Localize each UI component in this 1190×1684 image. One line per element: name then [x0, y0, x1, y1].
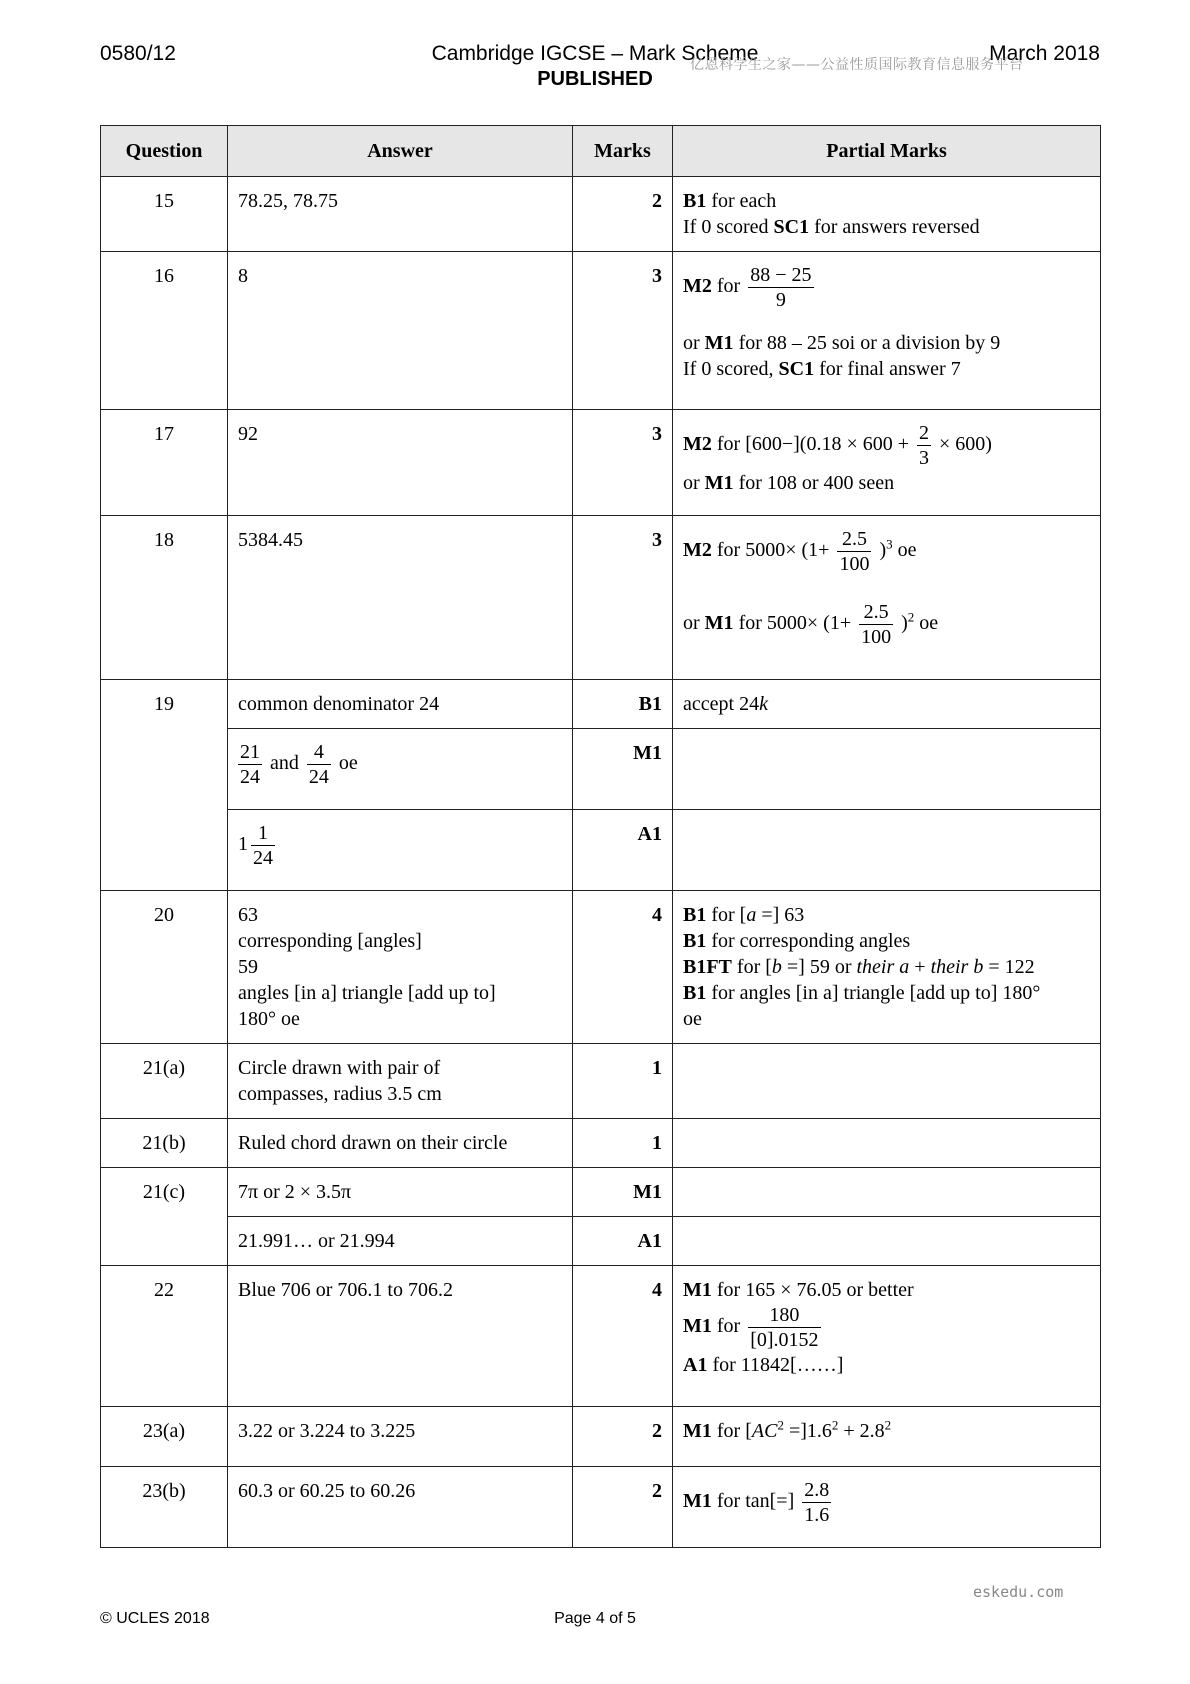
fraction: $\frac{4}{24}$ [308, 741, 329, 788]
answer-cell: 7π or 2 × 3.5π [228, 1168, 573, 1217]
answer-cell: Blue 706 or 706.1 to 706.2 [228, 1266, 573, 1407]
partial-marks-cell: accept 24k [673, 680, 1101, 729]
partial-marks-cell [673, 810, 1101, 891]
fraction: $\frac{2.8}{1.6}$ [804, 1479, 830, 1526]
partial-marks-cell [673, 1044, 1101, 1119]
marks-cell: 1 [573, 1044, 673, 1119]
question-cell: 18 [101, 516, 228, 680]
marks-cell: M1 [573, 1168, 673, 1217]
table-row-q20 [101, 891, 1101, 1044]
answer-cell: 78.25, 78.75 [228, 177, 573, 252]
marks-cell: 3 [573, 252, 673, 410]
question-cell: 21(b) [101, 1119, 228, 1168]
marks-cell: 3 [573, 410, 673, 516]
header-published: PUBLISHED [537, 68, 653, 90]
table-header-row [101, 126, 1101, 177]
partial-marks-cell: B1 for each If 0 scored SC1 for answers reversed [673, 177, 1101, 252]
answer-cell: 60.3 or 60.25 to 60.26 [228, 1467, 573, 1548]
partial-marks-cell: M2 for $\frac{88 - 25}{9}$ or M1 for 88 – 25 soi or a division by 9 If 0 scored, SC1 for final answer 7 [673, 252, 1101, 410]
question-cell: 16 [101, 252, 228, 410]
question-cell: 23(b) [101, 1467, 228, 1548]
partial-marks-cell: M2 for 5000× (1+ $\frac{2.5}{100}$ )$^3$ oe or M1 for 5000× (1+ $\frac{2.5}{100}$ )$^2$ oe [673, 516, 1101, 680]
table-row-q16 [101, 252, 1101, 410]
table-row-q18 [101, 516, 1101, 680]
table-row-q19-b [101, 729, 1101, 810]
partial-marks-cell [673, 1217, 1101, 1266]
marks-cell: 1 [573, 1119, 673, 1168]
footer-copyright: © UCLES 2018 [100, 1610, 210, 1627]
answer-cell: $\frac{21}{24}$ and $\frac{4}{24}$ oe [228, 729, 573, 810]
answer-cell: 8 [228, 252, 573, 410]
partial-marks-cell [673, 729, 1101, 810]
table-row-q17 [101, 410, 1101, 516]
table-row-q23b [101, 1467, 1101, 1548]
answer-cell: Circle drawn with pair of compasses, radius 3.5 cm [228, 1044, 573, 1119]
col-header-answer: Answer [228, 126, 573, 177]
fraction: $\frac{88 - 25}{9}$ [750, 264, 812, 311]
col-header-question: Question [101, 126, 228, 177]
partial-marks-cell [673, 1119, 1101, 1168]
partial-marks-cell: M1 for 165 × 76.05 or better M1 for $\frac{180}{[0].0152}$ A1 for 11842[……] [673, 1266, 1101, 1407]
fraction: $\frac{2.5}{100}$ [861, 601, 892, 648]
question-cell: 21(c) [101, 1168, 228, 1266]
header-title: Cambridge IGCSE – Mark Scheme [431, 42, 759, 65]
partial-marks-cell: M1 for $[AC^2 =]1.6^2 + 2.8^2$ [673, 1407, 1101, 1467]
col-header-marks: Marks [573, 126, 673, 177]
marks-cell: 2 [573, 1467, 673, 1548]
marks-cell: 3 [573, 516, 673, 680]
table-row-q22 [101, 1266, 1101, 1407]
answer-cell: 92 [228, 410, 573, 516]
table-row-q19-c [101, 810, 1101, 891]
question-cell: 22 [101, 1266, 228, 1407]
partial-marks-cell: M2 for [600−](0.18 × 600 + $\frac{2}{3}$ × 600) or M1 for 108 or 400 seen [673, 410, 1101, 516]
question-cell: 23(a) [101, 1407, 228, 1467]
fraction: $\frac{2}{3}$ [919, 422, 930, 469]
answer-cell: 21.991… or 21.994 [228, 1217, 573, 1266]
question-cell: 20 [101, 891, 228, 1044]
watermark: 亿恩科学生之家——公益性质国际教育信息服务平台 [690, 57, 1024, 73]
table-row-q21c-b [101, 1217, 1101, 1266]
marks-cell: A1 [573, 810, 673, 891]
marks-cell: B1 [573, 680, 673, 729]
partial-marks-cell: M1 for tan[=] $\frac{2.8}{1.6}$ [673, 1467, 1101, 1548]
marks-cell: M1 [573, 729, 673, 810]
question-cell: 17 [101, 410, 228, 516]
table-row-q21b [101, 1119, 1101, 1168]
partial-marks-cell: B1 for [a =] 63 B1 for corresponding angles B1FT for [b =] 59 or their a + their b = 122 B1 for angles [in a] triangle [add up to] 180° oe [673, 891, 1101, 1044]
question-cell: 19 [101, 680, 228, 891]
fraction: $\frac{1}{24}$ [253, 822, 273, 869]
table-row-q23a [101, 1407, 1101, 1467]
answer-cell: 5384.45 [228, 516, 573, 680]
mark-scheme-table [100, 125, 1101, 1548]
answer-cell: 1 $\frac{1}{24}$ [228, 810, 573, 891]
col-header-partial-marks: Partial Marks [673, 126, 1101, 177]
answer-cell: Ruled chord drawn on their circle [228, 1119, 573, 1168]
question-cell: 15 [101, 177, 228, 252]
marks-cell: 2 [573, 177, 673, 252]
footer-page-number: Page 4 of 5 [554, 1610, 636, 1627]
marks-cell: 4 [573, 891, 673, 1044]
answer-cell: 3.22 or 3.224 to 3.225 [228, 1407, 573, 1467]
site-watermark: eskedu.com [973, 1583, 1064, 1601]
table-row-q15 [101, 177, 1101, 252]
marks-cell: 4 [573, 1266, 673, 1407]
fraction: $\frac{2.5}{100}$ [839, 528, 870, 575]
table-row-q19-a [101, 680, 1101, 729]
header-code: 0580/12 [100, 42, 176, 65]
table-row-q21c-a [101, 1168, 1101, 1217]
table-row-q21a [101, 1044, 1101, 1119]
answer-cell: common denominator 24 [228, 680, 573, 729]
answer-cell: 63 corresponding [angles] 59 angles [in a] triangle [add up to] 180° oe [228, 891, 573, 1044]
question-cell: 21(a) [101, 1044, 228, 1119]
fraction: $\frac{180}{[0].0152}$ [750, 1304, 819, 1351]
marks-cell: A1 [573, 1217, 673, 1266]
fraction: $\frac{21}{24}$ [240, 741, 260, 788]
marks-cell: 2 [573, 1407, 673, 1467]
header-date: March 2018 [989, 42, 1100, 65]
partial-marks-cell [673, 1168, 1101, 1217]
